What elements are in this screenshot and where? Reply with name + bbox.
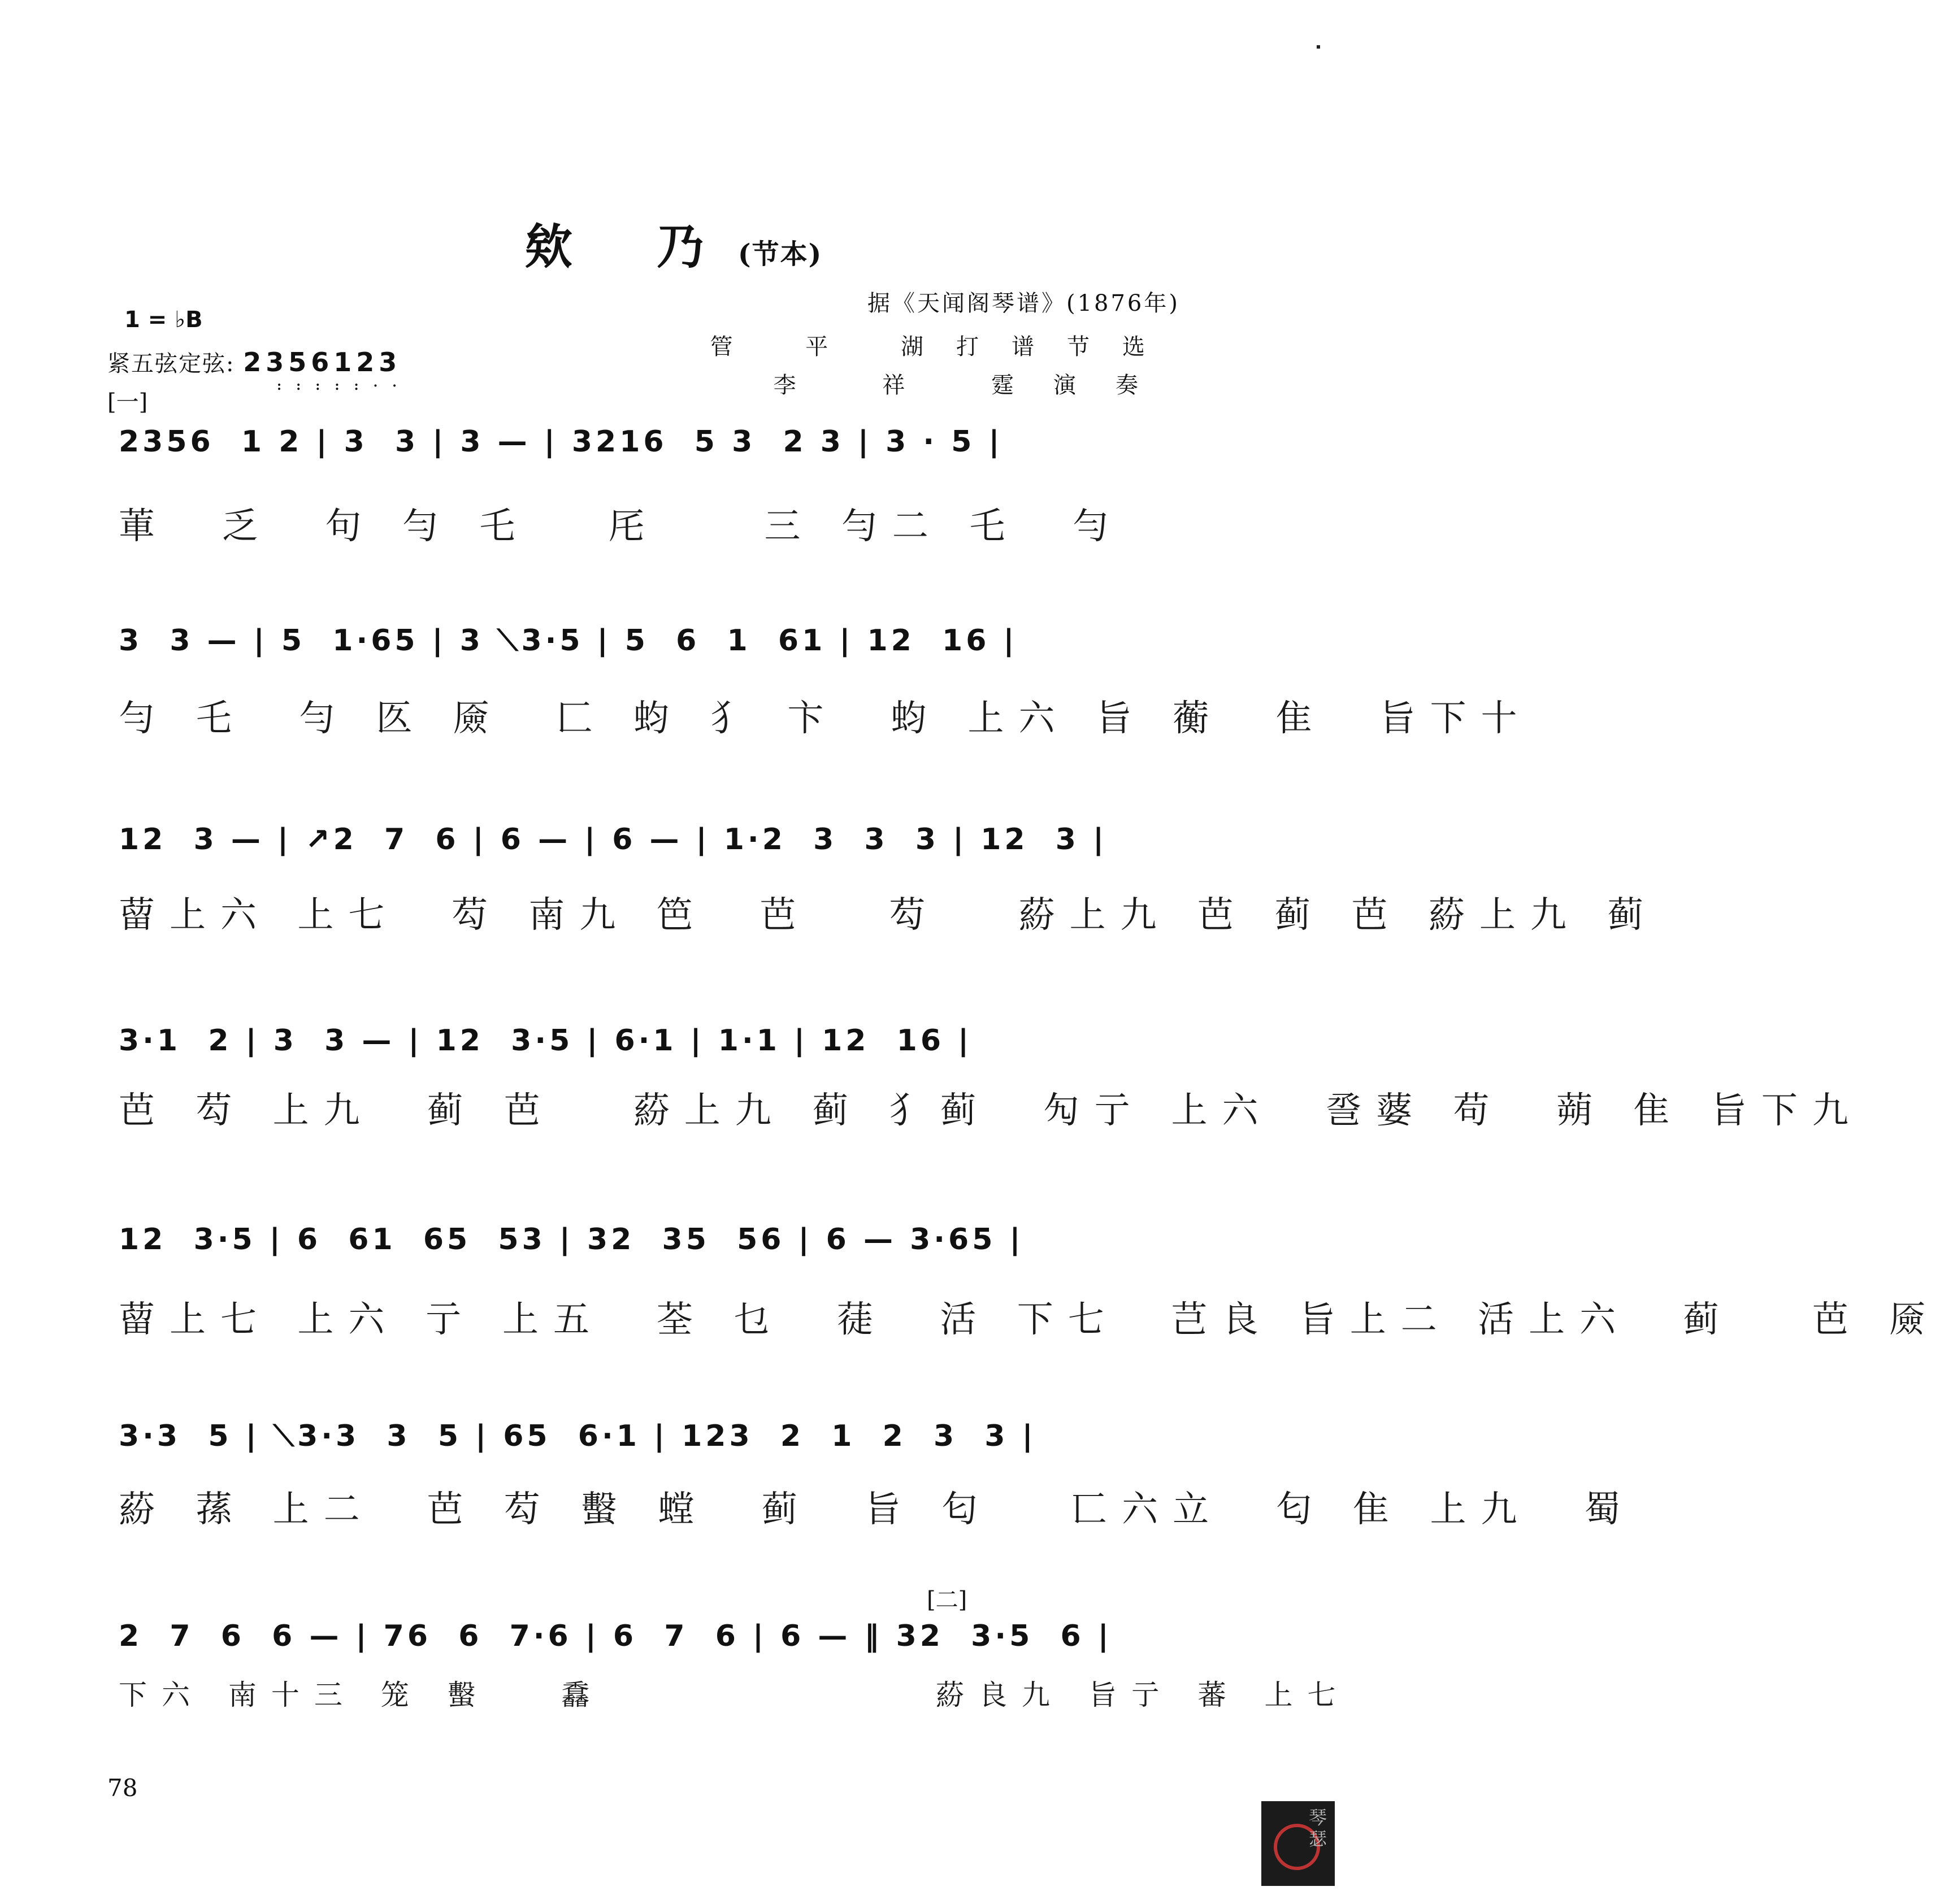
scan-mark — [1317, 45, 1320, 49]
score-row-4-notes: 3·1 2 | 3 3 — | 12 3·5 | 6·1 | 1·1 | 12 16 | — [119, 1024, 973, 1058]
page-number: 78 — [107, 1774, 138, 1802]
score-row-1-tablature: 莗 乏 句 勻 乇 厇 三 勻二 乇 勻 — [119, 506, 1123, 547]
score-row-6-notes: 3·3 5 | ⟍3·3 3 5 | 65 6·1 | 123 2 1 2 3 3 | — [119, 1419, 1036, 1453]
score-row-1-notes: 2356 1 2 | 3 3 | 3 — | 3216 5 3 2 3 | 3 · 5 | — [119, 425, 1003, 459]
score-row-4-tablature: 芭 芶 上九 蓟 芭 蒶上九 蓟 犭蓟 勼亍 上六 巹蔢 苟 蒴 隹 旨下九 — [119, 1090, 1863, 1132]
score-row-7-tablature: 下六 南十三 笼 蟿 馫 蒶良九 旨亍 蕃 上七 — [119, 1679, 1351, 1711]
seal-stamp-icon — [1261, 1801, 1335, 1886]
tuning-line — [107, 346, 401, 378]
seal-text: 琴瑟 — [1309, 1807, 1327, 1850]
tuning-octave-dots: :::::·· — [277, 379, 411, 393]
title-subtitle: (节本) — [737, 238, 823, 270]
page-title — [0, 209, 1347, 277]
score-row-2-tablature: 勻 乇 勻 匛 厱 匚 蚐 犭 卞 蚐 上六 旨 蘅 隹 旨下十 — [119, 698, 1532, 740]
score-row-2-notes: 3 3 — | 5 1·65 | 3 ⟍3·5 | 5 6 1 61 | 12 16 | — [119, 624, 1018, 658]
score-row-5-notes: 12 3·5 | 6 61 65 53 | 32 35 56 | 6 — 3·65 | — [119, 1223, 1024, 1257]
score-row-3-tablature: 蒥上六 上七 芶 南九 笆 芭 芶 蒶上九 芭 蓟 芭 蒶上九 蓟 — [119, 894, 1659, 936]
arranger-credit: 管 平 湖打谱节选 — [710, 334, 1178, 360]
score-row-7-notes: 2 7 6 6 — | 76 6 7·6 | 6 7 6 | 6 — ‖ 32 3·5 6 | — [119, 1619, 1112, 1653]
title-text: 欸 乃 — [524, 219, 738, 275]
score-row-5-tablature: 蒥上七 上六 亍 上五 荃 乜 蓗 活 下七 芑良 旨上二 活上六 蓟 芭 厱 — [119, 1299, 1940, 1341]
section-marker-1: [一] — [107, 389, 148, 415]
section-marker-2: [二] — [927, 1587, 967, 1613]
key-signature: 1 = ♭B — [124, 307, 203, 333]
source-credit: 据《天闻阁琴谱》(1876年) — [867, 290, 1180, 316]
tuning-notes: 2356123 — [243, 347, 402, 377]
score-row-3-notes: 12 3 — | ↗2 7 6 | 6 — | 6 — | 1·2 3 3 3 | 12 3 | — [119, 823, 1108, 857]
tuning-label: 紧五弦定弦: — [107, 351, 235, 377]
performer-credit: 李 祥 霆演奏 — [773, 372, 1178, 398]
score-row-6-tablature: 蒶 蓀 上二 芭 芶 蟿 螳 蓟 旨 匂 匸六立 匂 隹 上九 蜀 — [119, 1489, 1635, 1531]
